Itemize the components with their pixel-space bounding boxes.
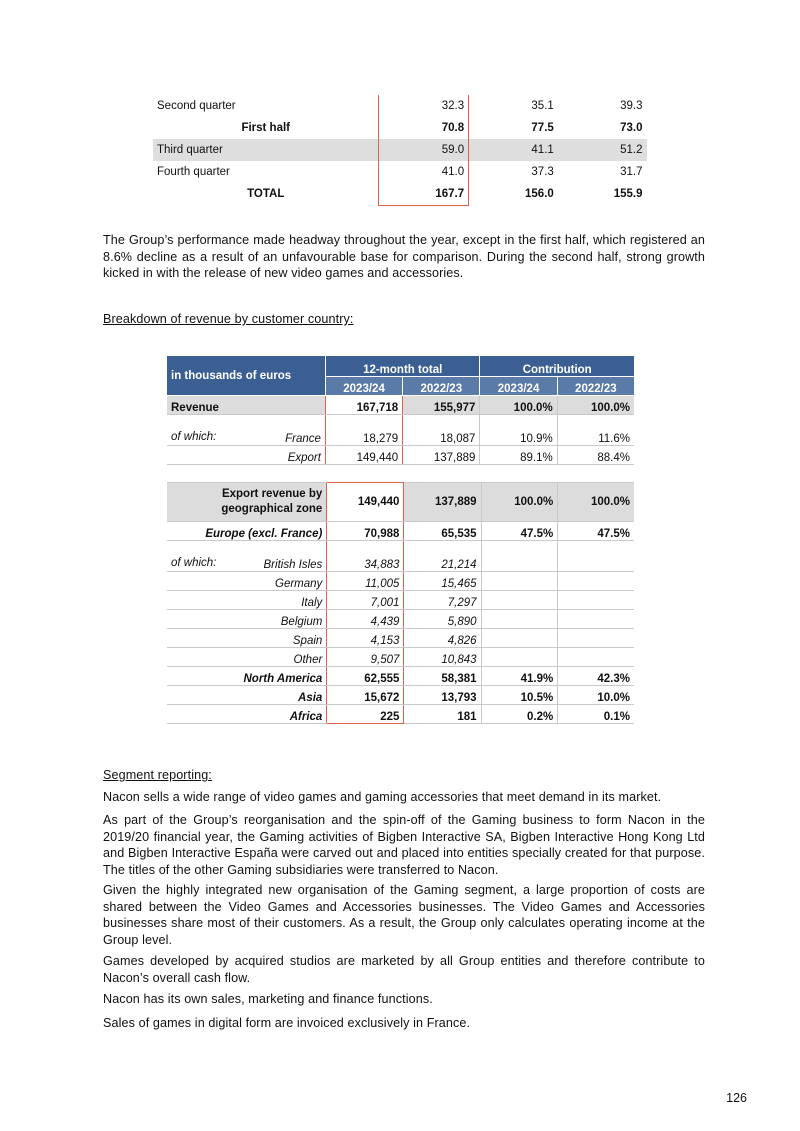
value-cell: 7,297 xyxy=(404,591,481,610)
table-row xyxy=(167,648,634,667)
row-label: Second quarter xyxy=(157,100,236,112)
value-cell: 10,843 xyxy=(404,648,481,667)
row-label: Revenue xyxy=(167,396,325,415)
unit-label: in thousands of euros xyxy=(167,356,325,396)
value-cell: 34,883 xyxy=(327,541,404,572)
row-label: Asia xyxy=(167,686,327,705)
value-cell: 225 xyxy=(327,705,404,724)
table-row xyxy=(167,396,634,415)
value-cell: 10.9% xyxy=(480,415,557,446)
value-cell: 32.3 xyxy=(379,95,469,117)
value-cell: 100.0% xyxy=(557,396,634,415)
segment-paragraph: Games developed by acquired studios are marketed by all Group entities and therefore contribute to Nacon’s overall cash flow. xyxy=(103,954,705,985)
table-row xyxy=(153,139,647,161)
value-cell: 10.5% xyxy=(481,686,558,705)
table-row xyxy=(167,705,634,724)
table-row xyxy=(167,541,634,572)
value-cell: 41.9% xyxy=(481,667,558,686)
value-cell: 41.1 xyxy=(469,139,558,161)
value-cell: 15,672 xyxy=(327,686,404,705)
row-label: Other xyxy=(235,648,327,667)
quarterly-revenue-table xyxy=(153,95,647,206)
value-cell: 11.6% xyxy=(557,415,634,446)
table-row xyxy=(167,610,634,629)
value-cell: 58,381 xyxy=(404,667,481,686)
year-header: 2022/23 xyxy=(557,377,634,396)
value-cell: 100.0% xyxy=(558,483,634,522)
header-row xyxy=(167,356,634,377)
row-label: Europe (excl. France) xyxy=(167,522,327,541)
row-label: Belgium xyxy=(235,610,327,629)
value-cell: 47.5% xyxy=(481,522,558,541)
table-row xyxy=(167,522,634,541)
row-label: Third quarter xyxy=(153,139,379,161)
value-cell: 41.0 xyxy=(379,161,469,183)
group-header-total: 12-month total xyxy=(325,356,480,377)
table-row xyxy=(167,667,634,686)
row-label: Africa xyxy=(167,705,327,724)
revenue-by-country-table xyxy=(167,356,634,465)
row-label: First half xyxy=(241,122,290,134)
value-cell: 7,001 xyxy=(327,591,404,610)
value-cell: 73.0 xyxy=(620,122,643,134)
value-cell: 70.8 xyxy=(379,117,469,139)
page-number: 126 xyxy=(726,1091,747,1105)
value-cell: 155,977 xyxy=(403,396,480,415)
performance-paragraph: The Group’s performance made headway throughout the year, except in the first half, which registered an 8.6% decline as a result of an unfavourable base for comparison. During the second half, strong growth kicked in with the release of new video games and accessories. xyxy=(103,233,705,280)
value-cell: 89.1% xyxy=(480,446,557,465)
row-label: British Isles xyxy=(235,541,327,572)
value-cell: 10.0% xyxy=(558,686,634,705)
value-cell: 65,535 xyxy=(404,522,481,541)
value-cell: 137,889 xyxy=(404,483,481,522)
group-header-contribution: Contribution xyxy=(480,356,634,377)
table-row xyxy=(167,572,634,591)
row-label: North America xyxy=(167,667,327,686)
value-cell: 15,465 xyxy=(404,572,481,591)
value-cell: 156.0 xyxy=(525,188,554,201)
value-cell: 77.5 xyxy=(531,122,554,134)
value-cell: 0.1% xyxy=(558,705,634,724)
value-cell: 4,826 xyxy=(404,629,481,648)
value-cell: 9,507 xyxy=(327,648,404,667)
value-cell: 62,555 xyxy=(327,667,404,686)
segment-paragraph: As part of the Group’s reorganisation and the spin-off of the Gaming business to form Nacon in the 2019/20 financial year, the Gaming activities of Bigben Interactive SA, Bigben Interactive Hong Kong Ltd and Bigben Interactive España were carved out and placed into entities specially created for that purpose. The titles of the other Gaming subsidiaries were transferred to Nacon. xyxy=(103,813,705,877)
value-cell: 5,890 xyxy=(404,610,481,629)
row-label: Fourth quarter xyxy=(157,166,230,178)
row-label: Spain xyxy=(235,629,327,648)
row-label: Italy xyxy=(235,591,327,610)
value-cell: 70,988 xyxy=(327,522,404,541)
value-cell: 18,279 xyxy=(325,415,402,446)
value-cell: 137,889 xyxy=(403,446,480,465)
segment-paragraph: Sales of games in digital form are invoiced exclusively in France. xyxy=(103,1016,471,1030)
export-revenue-table xyxy=(167,482,634,724)
table-row xyxy=(167,483,634,522)
segment-paragraph: Given the highly integrated new organisation of the Gaming segment, a large proportion of costs are shared between the Video Games and Accessories businesses. The Video Games and Accessories businesses share most of their customers. As a result, the Group only calculates operating income at the Group level. xyxy=(103,883,705,947)
table-row xyxy=(167,629,634,648)
export-zone-title: Export revenue by geographical zone xyxy=(167,483,327,522)
row-label: Export xyxy=(235,446,325,465)
value-cell: 51.2 xyxy=(558,139,647,161)
table-row xyxy=(153,183,647,206)
year-header: 2022/23 xyxy=(403,377,480,396)
value-cell: 13,793 xyxy=(404,686,481,705)
table-row xyxy=(153,95,647,117)
row-label: Germany xyxy=(235,572,327,591)
value-cell: 4,153 xyxy=(327,629,404,648)
row-label: TOTAL xyxy=(247,188,285,201)
value-cell: 11,005 xyxy=(327,572,404,591)
value-cell: 100.0% xyxy=(481,483,558,522)
value-cell: 167.7 xyxy=(379,183,469,206)
of-which-label: of which: xyxy=(167,541,235,572)
value-cell: 31.7 xyxy=(620,166,643,178)
segment-heading: Segment reporting: xyxy=(103,768,212,782)
value-cell: 181 xyxy=(404,705,481,724)
value-cell: 88.4% xyxy=(557,446,634,465)
table-row xyxy=(153,161,647,183)
table-row xyxy=(153,117,647,139)
value-cell: 42.3% xyxy=(558,667,634,686)
segment-paragraph: Nacon has its own sales, marketing and finance functions. xyxy=(103,992,433,1006)
year-header: 2023/24 xyxy=(480,377,557,396)
table-row xyxy=(167,446,634,465)
table-row xyxy=(167,591,634,610)
value-cell: 149,440 xyxy=(327,483,404,522)
value-cell: 47.5% xyxy=(558,522,634,541)
value-cell: 39.3 xyxy=(620,100,643,112)
year-header: 2023/24 xyxy=(325,377,402,396)
table-row xyxy=(167,686,634,705)
value-cell: 37.3 xyxy=(531,166,554,178)
value-cell: 149,440 xyxy=(325,446,402,465)
table-row xyxy=(167,415,634,446)
value-cell: 4,439 xyxy=(327,610,404,629)
value-cell: 0.2% xyxy=(481,705,558,724)
row-label: France xyxy=(235,415,325,446)
value-cell: 59.0 xyxy=(379,139,469,161)
value-cell: 167,718 xyxy=(325,396,402,415)
value-cell: 155.9 xyxy=(613,188,643,201)
value-cell: 21,214 xyxy=(404,541,481,572)
segment-paragraph: Nacon sells a wide range of video games and gaming accessories that meet demand in its market. xyxy=(103,790,662,804)
value-cell: 100.0% xyxy=(480,396,557,415)
of-which-label: of which: xyxy=(167,415,235,446)
value-cell: 35.1 xyxy=(531,100,554,112)
value-cell: 18,087 xyxy=(403,415,480,446)
breakdown-heading: Breakdown of revenue by customer country: xyxy=(103,312,354,326)
